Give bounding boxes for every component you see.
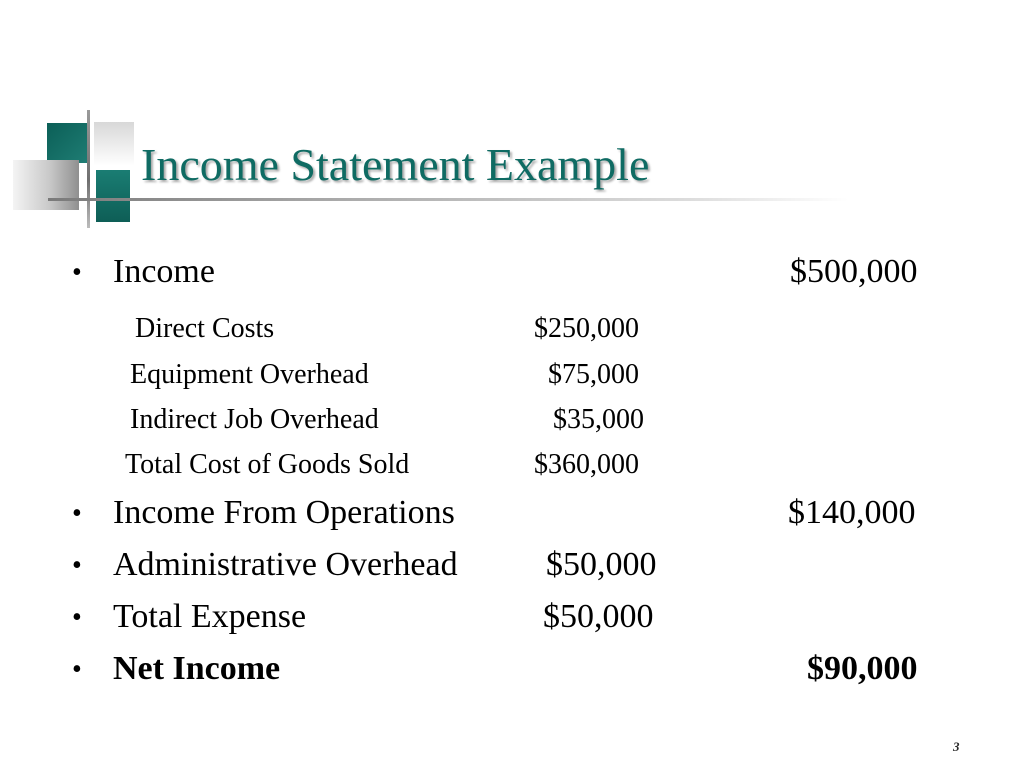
logo-vertical-line (87, 110, 90, 228)
logo-teal-square-small (96, 170, 130, 222)
net-income-label: Net Income (113, 650, 281, 687)
bullet: • (72, 257, 82, 288)
bullet: • (72, 654, 82, 685)
income-label: Income (113, 253, 215, 290)
equipment-overhead-value: $75,000 (548, 359, 639, 390)
list-item-net-income (0, 650, 1024, 690)
slide-title: Income Statement Example (141, 139, 650, 190)
direct-costs-value: $250,000 (534, 313, 639, 344)
list-item-income (0, 253, 1024, 293)
indirect-job-overhead-value: $35,000 (553, 404, 644, 435)
page-number: 3 (953, 739, 960, 754)
total-cogs-value: $360,000 (534, 449, 639, 480)
list-item-income-from-operations (0, 494, 1024, 534)
list-item-equipment-overhead (0, 359, 1024, 393)
decorative-logo (0, 0, 140, 240)
list-item-indirect-job-overhead (0, 404, 1024, 438)
indirect-job-overhead-label: Indirect Job Overhead (130, 404, 379, 435)
list-item-direct-costs (0, 313, 1024, 347)
income-from-operations-label: Income From Operations (113, 494, 455, 531)
logo-grey-square-top (94, 122, 134, 166)
list-item-total-expense (0, 598, 1024, 638)
net-income-value: $90,000 (807, 650, 918, 687)
total-cogs-label: Total Cost of Goods Sold (125, 449, 410, 480)
total-expense-value: $50,000 (543, 598, 654, 635)
bullet: • (72, 498, 82, 529)
list-item-total-cogs (0, 449, 1024, 483)
total-expense-label: Total Expense (113, 598, 307, 635)
title-underline (48, 198, 848, 201)
logo-grey-square-left (13, 160, 79, 210)
bullet: • (72, 602, 82, 633)
bullet: • (72, 550, 82, 581)
list-item-administrative-overhead (0, 546, 1024, 586)
equipment-overhead-label: Equipment Overhead (130, 359, 369, 390)
direct-costs-label: Direct Costs (135, 313, 275, 344)
administrative-overhead-value: $50,000 (546, 546, 657, 583)
logo-teal-square (47, 123, 88, 163)
administrative-overhead-label: Administrative Overhead (113, 546, 458, 583)
income-from-operations-value: $140,000 (788, 494, 916, 531)
income-value: $500,000 (790, 253, 918, 290)
